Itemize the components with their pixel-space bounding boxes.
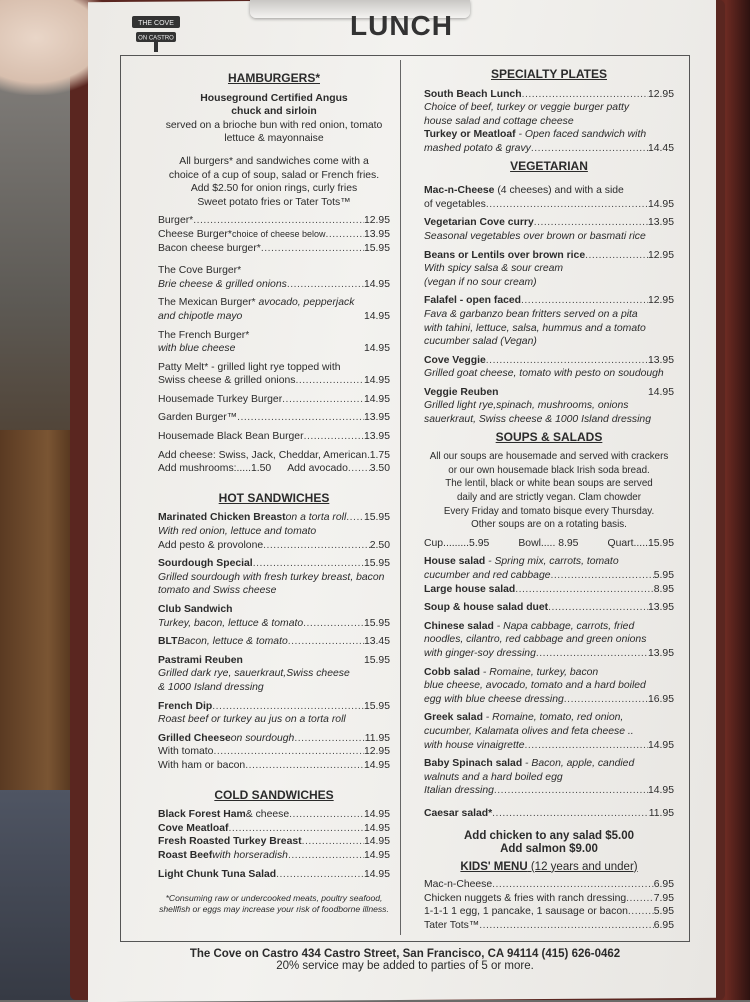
menu-item: Fresh Roasted Turkey Breast ..... 14.95 [158, 835, 390, 849]
menu-item-name: House salad - Spring mix, carrots, tomato [424, 556, 619, 568]
menu-item: Pastrami Reuben 15.95 [158, 654, 390, 666]
add-chicken: Add chicken to any salad $5.00 [463, 829, 634, 842]
menu-item-desc: noodles, cilantro, red cabbage and green onions [424, 634, 647, 646]
menu-item: Burger* ..... 12.95 [158, 214, 390, 228]
menu-item: BLT Bacon, lettuce & tomato ..... 13.45 [158, 635, 390, 649]
menu-item: Black Forest Ham & cheese ..... 14.95 [158, 808, 390, 822]
menu-item: Cove Meatloaf ..... 14.95 [158, 822, 390, 836]
menu-item-desc: cucumber salad (Vegan) [424, 336, 537, 348]
hamburgers-note: choice of a cup of soup, salad or French fries. [168, 169, 380, 181]
menu-item: Tater Tots™ ..... 6.95 [424, 919, 674, 933]
hamburgers-intro: Houseground Certified Angus [200, 92, 348, 104]
section-heading-cold-sandwiches: COLD SANDWICHES [214, 787, 334, 802]
menu-item: 1-1-1 1 egg, 1 pancake, 1 sausage or bacon ..... 5.95 [424, 905, 674, 919]
cove-logo-icon [130, 4, 182, 52]
menu-item-name: The Mexican Burger* avocado, pepperjack [158, 297, 355, 309]
menu-item: Grilled Cheese on sourdough ..... 11.95 [158, 732, 390, 746]
food-safety-note: *Consuming raw or undercooked meats, poultry seafood, shellfish or eggs may increase your risk of foodborne illness. [159, 893, 389, 915]
menu-item: Bacon cheese burger* ..... 15.95 [158, 242, 390, 256]
right-column [424, 64, 674, 933]
menu-item-desc: Fava & garbanzo bean fritters served on a pita [424, 308, 638, 320]
menu-item: Mac-n-Cheese ..... 6.95 [424, 878, 674, 892]
menu-item: Vegetarian Cove curry ..... 13.95 [424, 216, 674, 230]
menu-footer [120, 948, 690, 972]
section-heading-specialty: SPECIALTY PLATES [490, 67, 607, 81]
soups-note: or our own housemade black Irish soda bread. [448, 464, 650, 476]
menu-item: Add cheese: Swiss, Jack, Cheddar, American ..... 1.75 [158, 449, 390, 463]
soups-note: All our soups are housemade and served with crackers [429, 451, 669, 463]
soup-sizes: Cup.........5.95 Bowl..... 8.95 Quart.....15.95 [424, 537, 674, 549]
menu-item-name: Club Sandwich [158, 604, 233, 615]
menu-item: of vegetables ..... 14.95 [424, 198, 674, 212]
menu-item: Falafel - open faced ..... 12.95 [424, 294, 674, 308]
section-heading-vegetarian: VEGETARIAN [510, 158, 588, 173]
menu-item-desc: Roast beef or turkey au jus on a torta roll [158, 714, 346, 726]
menu-item-name: Chinese salad - Napa cabbage, carrots, fried [424, 620, 635, 632]
menu-item: Roast Beef with horseradish ..... 14.95 [158, 849, 390, 863]
menu-item-desc: sauerkraut, Swiss cheese & 1000 Island dressing [424, 414, 651, 426]
menu-item: mashed potato & gravy ..... 14.45 [424, 142, 674, 156]
menu-item: French Dip ..... 15.95 [158, 700, 390, 714]
menu-item: cucumber and red cabbage ..... 5.95 [424, 569, 674, 583]
menu-item-desc: Grilled sourdough with fresh turkey breast, bacon [158, 571, 385, 583]
menu-item: Beans or Lentils over brown rice ..... 12.95 [424, 249, 674, 263]
menu-item-desc: blue cheese, avocado, tomato and a hard boiled [424, 680, 646, 692]
soups-note: Other soups are on a rotating basis. [471, 519, 627, 531]
menu-item: Light Chunk Tuna Salad ..... 14.95 [158, 868, 390, 882]
menu-item: Turkey, bacon, lettuce & tomato ..... 15.95 [158, 617, 390, 631]
menu-item-name: Mac-n-Cheese (4 cheeses) and with a side [424, 185, 624, 197]
menu-item-name: Baby Spinach salad - Bacon, apple, candied [424, 758, 635, 770]
hamburgers-note: Sweet potato fries or Tater Tots™ [197, 196, 351, 208]
menu-item-desc: Seasonal vegetables over brown or basmati rice [424, 230, 646, 242]
menu-item-desc: With red onion, lettuce and tomato [158, 526, 317, 538]
menu-item-desc: with tahini, lettuce, salsa, hummus and a tomato [424, 322, 646, 334]
restaurant-address: The Cove on Castro 434 Castro Street, San Francisco, CA 94114 (415) 626-0462 [189, 948, 621, 960]
menu-item-desc: tomato and Swiss cheese [158, 585, 277, 597]
menu-item: Italian dressing ..... 14.95 [424, 784, 674, 798]
menu-item: Cheese Burger* choice of cheese below ..... 13.95 [158, 228, 390, 242]
menu-item-name: Patty Melt* - grilled light rye topped with [158, 361, 341, 373]
menu-item: with ginger-soy dressing ..... 13.95 [424, 647, 674, 661]
background-chair [0, 430, 80, 790]
hamburgers-intro: lettuce & mayonnaise [224, 133, 324, 145]
menu-item: Caesar salad* ..... 11.95 [424, 807, 674, 821]
menu-item: Cove Veggie ..... 13.95 [424, 354, 674, 368]
menu-item-name: Cobb salad - Romaine, turkey, bacon [424, 666, 599, 678]
menu-item-desc: Choice of beef, turkey or veggie burger patty [424, 102, 630, 114]
menu-item-name: Turkey or Meatloaf - Open faced sandwich with [424, 129, 647, 141]
menu-item-desc: cucumber, Kalamata olives and feta cheese .. [424, 725, 634, 737]
menu-item-desc: Grilled dark rye, sauerkraut,Swiss cheese [158, 668, 350, 680]
menu-item: Add pesto & provolone ..... 2.50 [158, 539, 390, 553]
menu-item: Housemade Turkey Burger ..... 14.95 [158, 393, 390, 407]
menu-item: Swiss cheese & grilled onions ..... 14.95 [158, 374, 390, 388]
left-column [158, 68, 390, 915]
service-note: 20% service may be added to parties of 5 or more. [276, 960, 534, 972]
menu-item: Veggie Reuben 14.95 [424, 386, 674, 398]
hamburgers-intro: served on a brioche bun with red onion, tomato [165, 119, 383, 131]
soups-note: daily and are strictly vegan. Clam chowder [456, 492, 642, 504]
menu-item: Large house salad ..... 8.95 [424, 583, 674, 597]
menu-item: Marinated Chicken Breast on a torta roll ..... 15.95 [158, 511, 390, 525]
menu-item: Housemade Black Bean Burger ..... 13.95 [158, 430, 390, 444]
menu-item: Sourdough Special ..... 15.95 [158, 557, 390, 571]
menu-item: with blue cheese 14.95 [158, 343, 390, 355]
menu-item-desc: With spicy salsa & sour cream [424, 263, 564, 275]
menu-item: With tomato ..... 12.95 [158, 745, 390, 759]
menu-item: Add mushrooms:.....1.50 Add avocado ..... 3.50 [158, 462, 390, 476]
column-divider [400, 60, 401, 935]
menu-item: Soup & house salad duet ..... 13.95 [424, 601, 674, 615]
hamburgers-intro: chuck and sirloin [231, 106, 317, 118]
soups-note: Every Friday and tomato bisque every Thursday. [443, 505, 655, 517]
section-heading-kids: KIDS' MENU (12 years and under) [460, 860, 638, 873]
menu-item: egg with blue cheese dressing ..... 16.95 [424, 693, 674, 707]
hamburgers-note: All burgers* and sandwiches come with a [179, 155, 369, 167]
page-title: LUNCH [350, 10, 453, 41]
svg-text:THE COVE: THE COVE [138, 20, 174, 27]
menu-item-name: Greek salad - Romaine, tomato, red onion, [424, 712, 624, 724]
menu-item-desc: Grilled goat cheese, tomato with pesto on soudough [424, 368, 664, 380]
menu-item: and chipotle mayo 14.95 [158, 310, 390, 322]
section-heading-soups-salads: SOUPS & SALADS [495, 429, 603, 444]
menu-item-desc: (vegan if no sour cream) [424, 276, 537, 288]
add-salmon: Add salmon $9.00 [500, 843, 598, 856]
svg-text:ON CASTRO: ON CASTRO [138, 35, 174, 42]
menu-item: with house vinaigrette ..... 14.95 [424, 739, 674, 753]
menu-item-desc: Grilled light rye,spinach, mushrooms, onions [424, 400, 629, 412]
hamburgers-note: Add $2.50 for onion rings, curly fries [190, 183, 358, 195]
section-heading-hot-sandwiches: HOT SANDWICHES [218, 490, 330, 505]
menu-item: Brie cheese & grilled onions ..... 14.95 [158, 278, 390, 292]
menu-item-name: The Cove Burger* [158, 265, 242, 277]
menu-item-desc: walnuts and a hard boiled egg [424, 771, 563, 783]
menu-item: With ham or bacon ..... 14.95 [158, 759, 390, 773]
menu-item-desc: & 1000 Island dressing [158, 681, 264, 693]
menu-item: South Beach Lunch ..... 12.95 [424, 88, 674, 102]
menu-item: Garden Burger™ ..... 13.95 [158, 411, 390, 425]
menu-item: Chicken nuggets & fries with ranch dressing ..... 7.95 [424, 892, 674, 906]
menu-item-desc: house salad and cottage cheese [424, 115, 574, 127]
section-heading-hamburgers: HAMBURGERS* [227, 71, 320, 85]
menu-item-name: The French Burger* [158, 329, 250, 341]
soups-note: The lentil, black or white bean soups are served [445, 478, 653, 490]
